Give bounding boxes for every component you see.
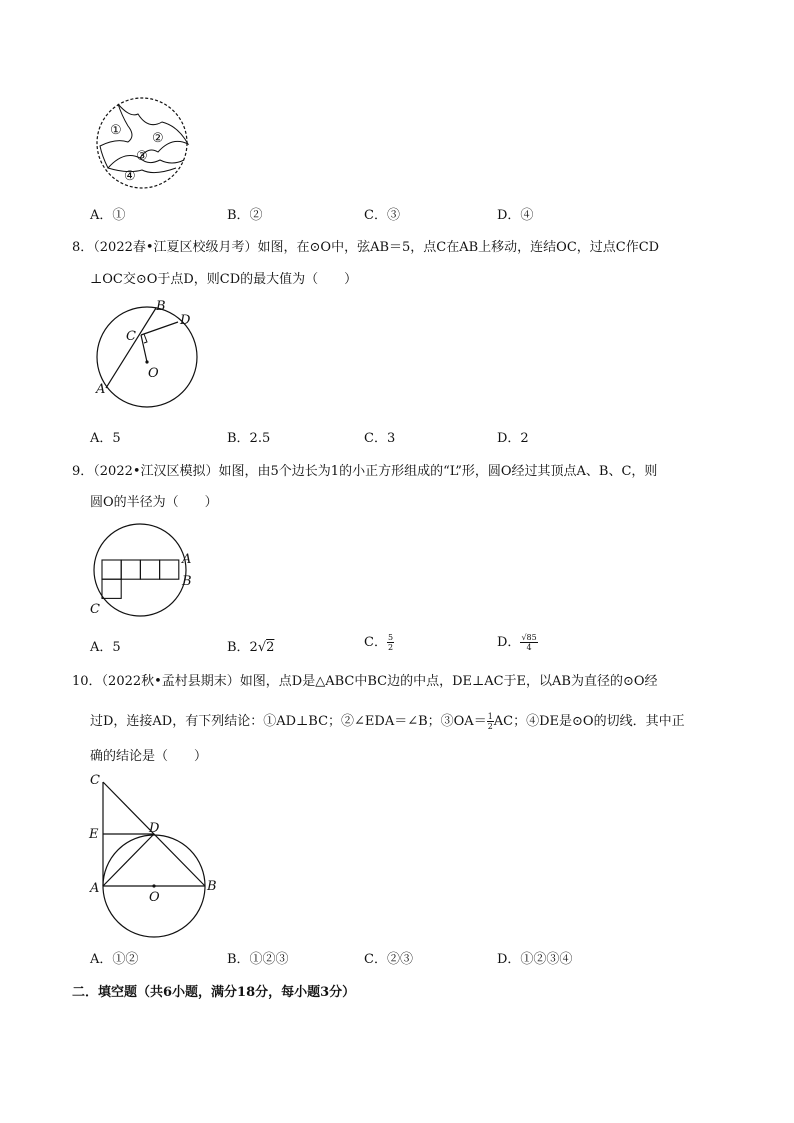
q7-label-2: ② <box>152 131 164 146</box>
q10-label-b: B <box>207 879 217 894</box>
q9-option-b-radicand: 2 <box>266 640 275 655</box>
q10-option-a[interactable]: A．①② <box>90 952 139 967</box>
q9-option-c[interactable] <box>364 633 394 653</box>
q8-center-dot <box>145 360 148 363</box>
q7-figure <box>88 96 198 190</box>
q7-label-4: ④ <box>124 169 136 184</box>
q8-label-d: D <box>180 313 191 328</box>
q9-label-c: C <box>90 602 100 617</box>
q10-option-d[interactable]: D．①②③④ <box>497 952 573 967</box>
q10-figure <box>84 770 224 940</box>
q9-option-c-prefix: C． <box>364 635 387 650</box>
q7-option-a[interactable]: A．① <box>90 208 126 223</box>
q9-option-c-num: 5 <box>387 633 394 642</box>
q7-option-c[interactable]: C．③ <box>364 208 400 223</box>
q9-option-c-fraction <box>387 633 394 652</box>
q9-option-d-den: 4 <box>526 643 532 652</box>
q9-square-3 <box>140 560 159 579</box>
q10-label-o: O <box>149 890 160 905</box>
q9-stem-line1: 9．（2022•江汉区模拟）如图，由5个边长为1的小正方形组成的“L”形，圆O经过其顶点A、B、C，则 <box>72 464 658 479</box>
q8-label-a: A <box>96 382 106 397</box>
section-2-title: 二．填空题（共6小题，满分18分，每小题3分） <box>72 985 356 1000</box>
q7-boundary-bottom <box>108 168 176 173</box>
q7-option-d[interactable]: D．④ <box>497 208 534 223</box>
q10-stem-line2 <box>90 712 685 732</box>
q10-option-c[interactable]: C．②③ <box>364 952 413 967</box>
q9-option-d-num: √85 <box>521 633 537 642</box>
q8-option-c[interactable]: C．3 <box>364 431 396 446</box>
q9-square-2 <box>121 560 140 579</box>
q8-figure <box>86 298 206 410</box>
q8-option-a[interactable]: A．5 <box>90 431 121 446</box>
q9-option-d[interactable] <box>497 633 538 653</box>
q10-stem-line3: 确的结论是（ ） <box>90 749 208 764</box>
q10-label-c: C <box>90 773 100 788</box>
q9-figure <box>86 520 202 620</box>
q9-option-d-fraction <box>520 633 537 652</box>
q9-option-c-den: 2 <box>387 643 394 652</box>
q9-label-b: B <box>182 574 192 589</box>
q10-label-a: A <box>90 881 100 896</box>
q9-square-1 <box>102 560 121 579</box>
q8-label-o: O <box>148 366 159 381</box>
q7-label-3: ③ <box>136 149 148 164</box>
q8-option-b[interactable]: B．2.5 <box>227 431 271 446</box>
q9-option-a[interactable]: A．5 <box>90 640 121 655</box>
q7-label-1: ① <box>110 123 122 138</box>
q9-label-a: A <box>182 552 192 567</box>
q9-square-5 <box>102 579 121 598</box>
q10-center-dot <box>152 884 155 887</box>
q10-label-e: E <box>89 827 99 842</box>
q10-stem-line2-a: 过D，连接AD，有下列结论：①AD⊥BC；②∠EDA＝∠B；③OA＝ <box>90 714 487 729</box>
q9-option-b-prefix: B．2 <box>227 640 258 655</box>
q8-option-d[interactable]: D．2 <box>497 431 529 446</box>
q10-stem-line1: 10．（2022秋•孟村县期末）如图，点D是△ABC中BC边的中点，DE⊥AC于E，以AB为直径的⊙O经 <box>72 674 658 689</box>
q10-fraction-num: 1 <box>487 712 493 721</box>
q8-stem-line2: ⊥OC交⊙O于点D，则CD的最大值为（ ） <box>90 272 358 287</box>
q7-option-b[interactable]: B．② <box>227 208 263 223</box>
q10-option-b[interactable]: B．①②③ <box>227 952 289 967</box>
q9-square-4 <box>160 560 179 579</box>
q10-stem-line2-b: AC；④DE是⊙O的切线．其中正 <box>493 714 685 729</box>
q9-option-b[interactable] <box>227 638 274 658</box>
q8-label-b: B <box>156 299 166 314</box>
q10-label-d: D <box>149 821 160 836</box>
q8-stem-line1: 8．（2022春•江夏区校级月考）如图，在⊙O中，弦AB＝5，点C在AB上移动，连结OC，过点C作CD <box>72 240 660 255</box>
q8-right-angle-mark <box>144 334 147 343</box>
q7-dashed-circle <box>97 98 187 188</box>
q10-fraction <box>487 712 494 731</box>
q9-option-d-prefix: D． <box>497 635 521 650</box>
q9-stem-line2: 圆O的半径为（ ） <box>90 495 218 510</box>
q9-option-b-radical: √ <box>257 640 267 655</box>
q8-label-c: C <box>126 329 136 344</box>
q10-fraction-den: 2 <box>487 722 493 731</box>
